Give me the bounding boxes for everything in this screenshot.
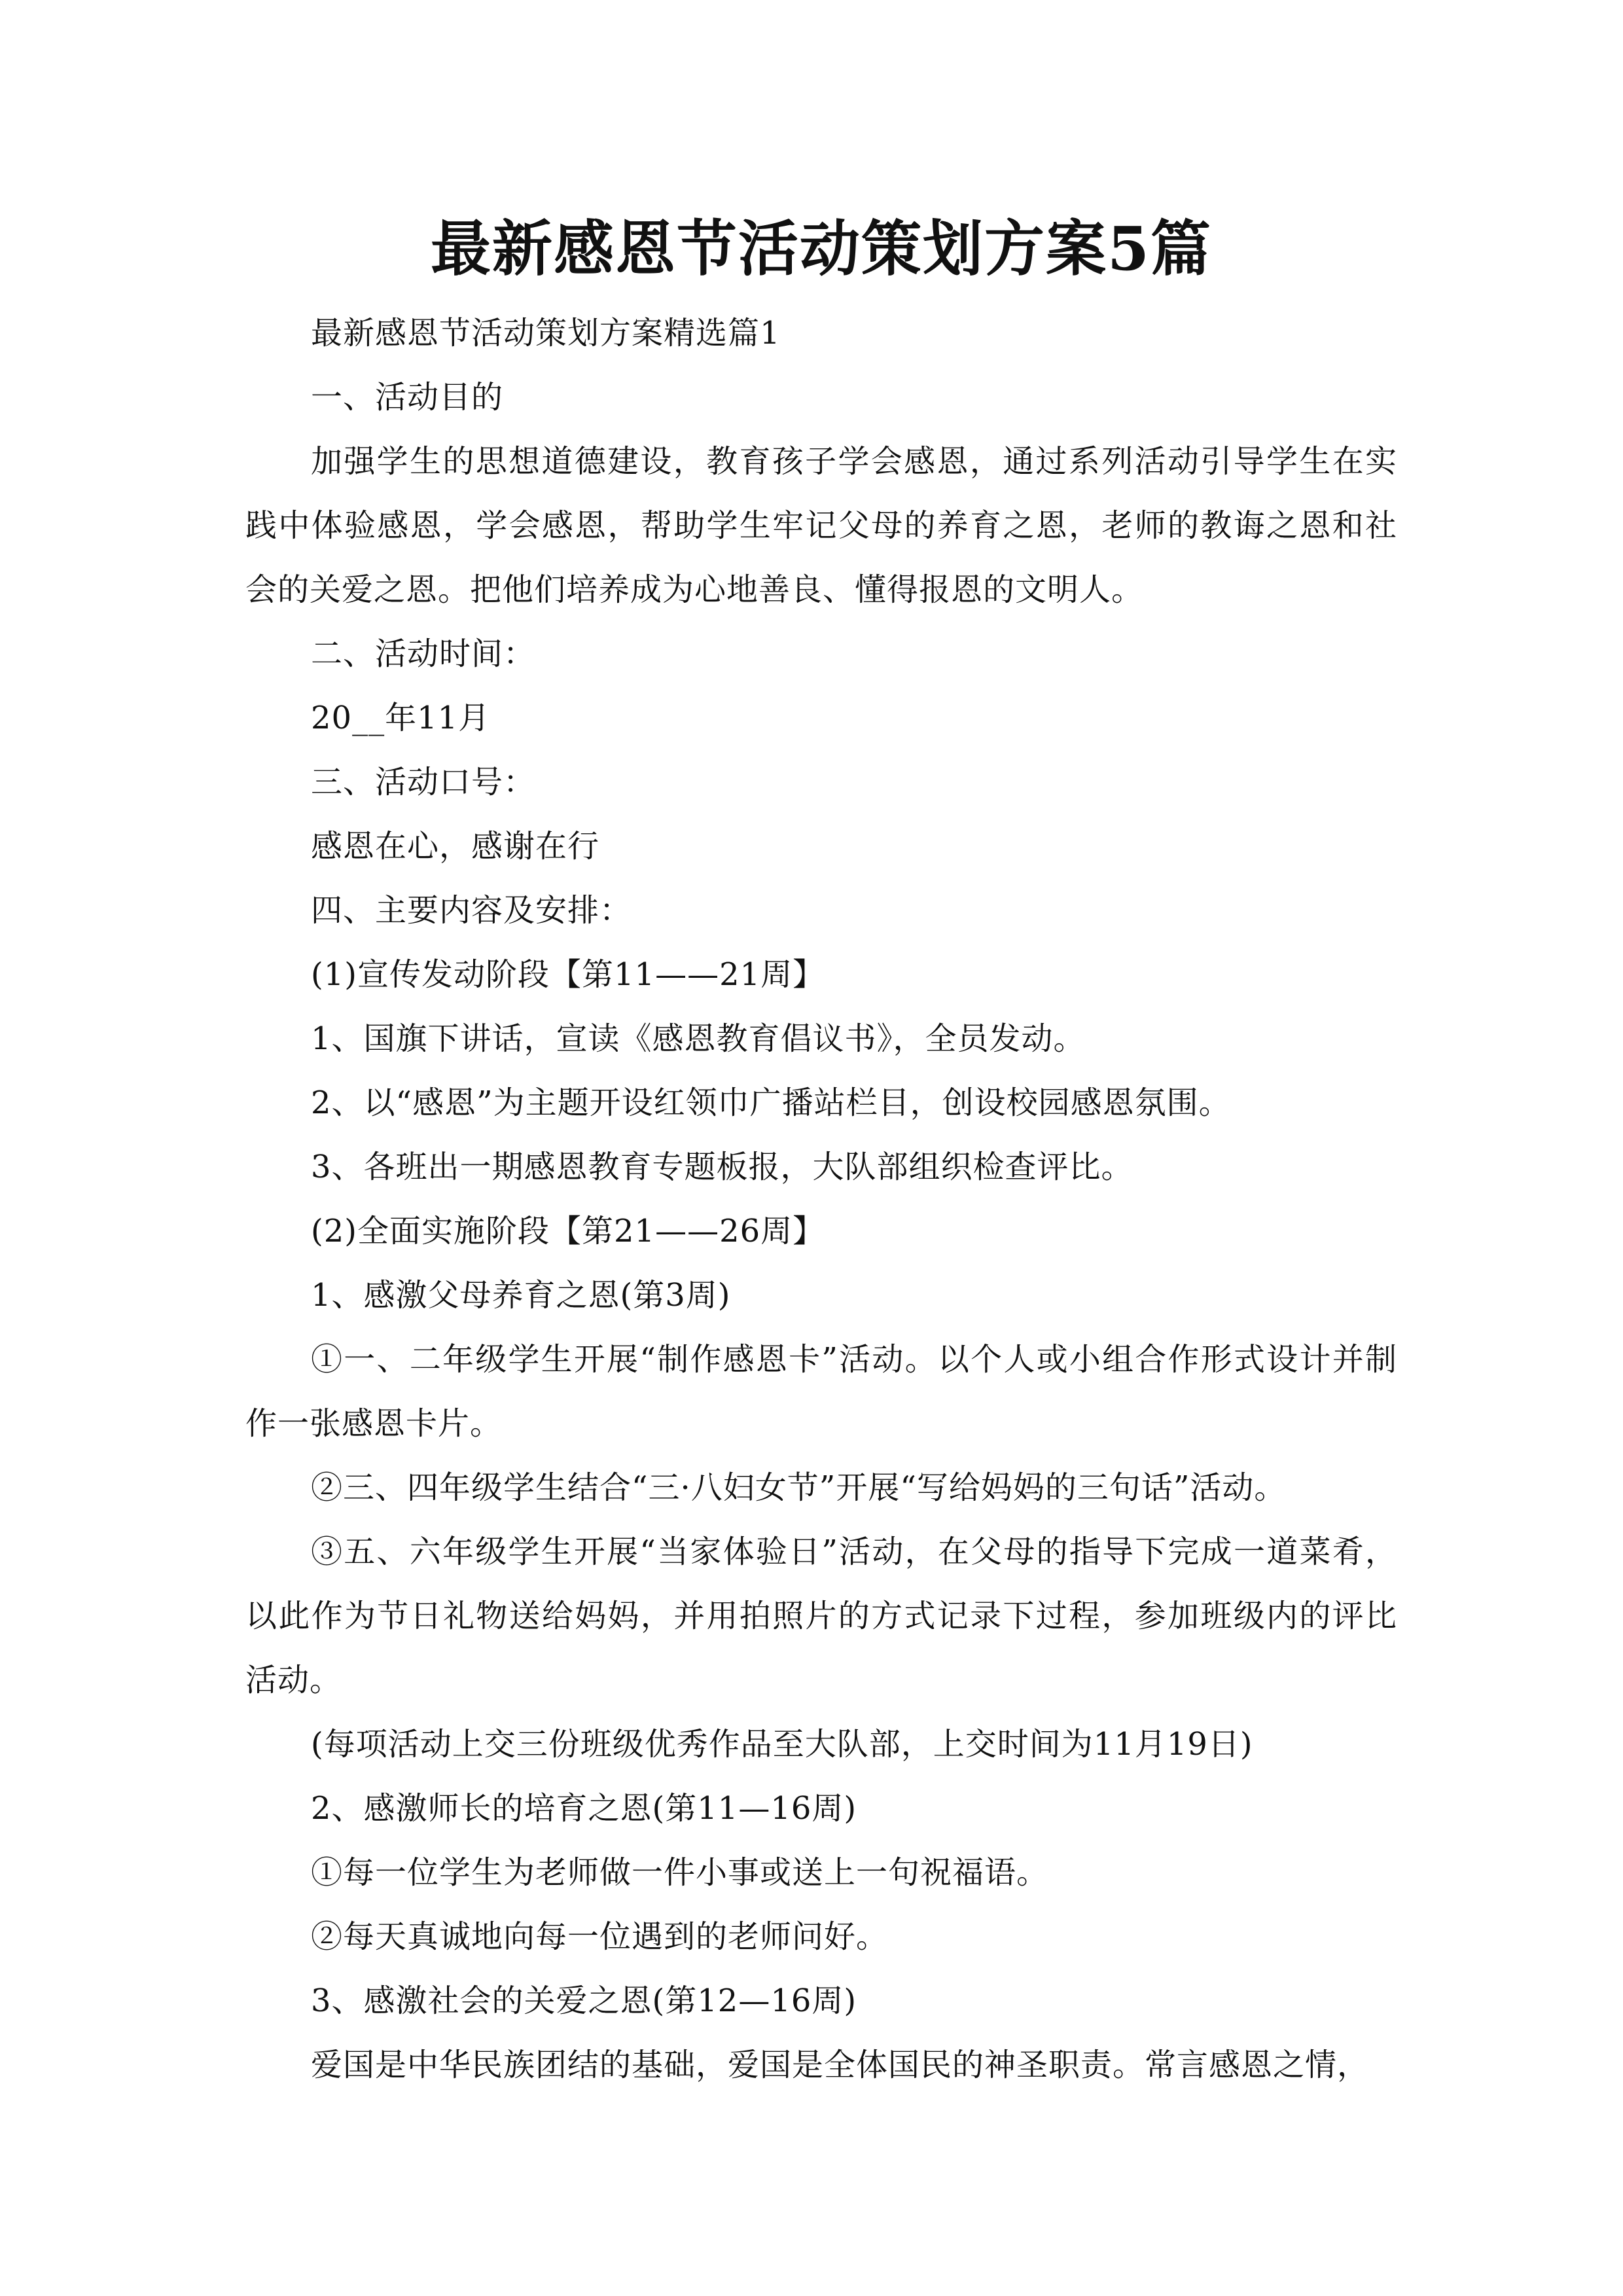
list-item: 1、感激父母养育之恩(第3周): [311, 1277, 731, 1314]
note-paragraph: (每项活动上交三份班级优秀作品至大队部，上交时间为11月19日): [311, 1726, 1253, 1763]
section-heading-time: 二、活动时间：: [311, 636, 536, 672]
document-title: 最新感恩节活动策划方案5篇: [430, 213, 1212, 284]
subtitle-paragraph: 最新感恩节活动策划方案精选篇1: [311, 315, 781, 351]
list-item: ①每一位学生为老师做一件小事或送上一句祝福语。: [311, 1854, 1049, 1891]
stage-heading: (1)宣传发动阶段【第11——21周】: [311, 956, 825, 993]
body-paragraph: 感恩在心，感谢在行: [311, 828, 600, 865]
section-heading-purpose: 一、活动目的: [311, 379, 504, 416]
section-heading-content: 四、主要内容及安排：: [311, 892, 632, 929]
list-item: ①一、二年级学生开展“制作感恩卡”活动。以个人或小组合作形式设计并制作一张感恩卡片。: [245, 1341, 1397, 1442]
list-item: 3、感激社会的关爱之恩(第12—16周): [311, 1982, 857, 2019]
document-page: [245, 196, 1397, 2097]
list-item: 2、以“感恩”为主题开设红领巾广播站栏目，创设校园感恩氛围。: [311, 1085, 1231, 1121]
list-item: ③五、六年级学生开展“当家体验日”活动，在父母的指导下完成一道菜肴，以此作为节日礼物送给妈妈，并用拍照片的方式记录下过程，参加班级内的评比活动。: [245, 1534, 1397, 1698]
list-item: 3、各班出一期感恩教育专题板报，大队部组织检查评比。: [311, 1149, 1133, 1185]
stage-heading: (2)全面实施阶段【第21——26周】: [311, 1213, 825, 1249]
body-paragraph: 20__年11月: [311, 700, 491, 736]
body-paragraph: 爱国是中华民族团结的基础，爱国是全体国民的神圣职责。常言感恩之情，: [311, 2047, 1370, 2083]
list-item: 1、国旗下讲话，宣读《感恩教育倡议书》，全员发动。: [311, 1020, 1086, 1057]
section-heading-slogan: 三、活动口号：: [311, 764, 536, 800]
body-paragraph: 加强学生的思想道德建设，教育孩子学会感恩，通过系列活动引导学生在实践中体验感恩，学会感恩，帮助学生牢记父母的养育之恩，老师的教诲之恩和社会的关爱之恩。把他们培养成为心地善良、懂得报恩的文明人。: [245, 443, 1397, 608]
list-item: ②三、四年级学生结合“三·八妇女节”开展“写给妈妈的三句话”活动。: [311, 1469, 1287, 1506]
list-item: 2、感激师长的培育之恩(第11—16周): [311, 1790, 857, 1827]
list-item: ②每天真诚地向每一位遇到的老师问好。: [311, 1918, 889, 1955]
